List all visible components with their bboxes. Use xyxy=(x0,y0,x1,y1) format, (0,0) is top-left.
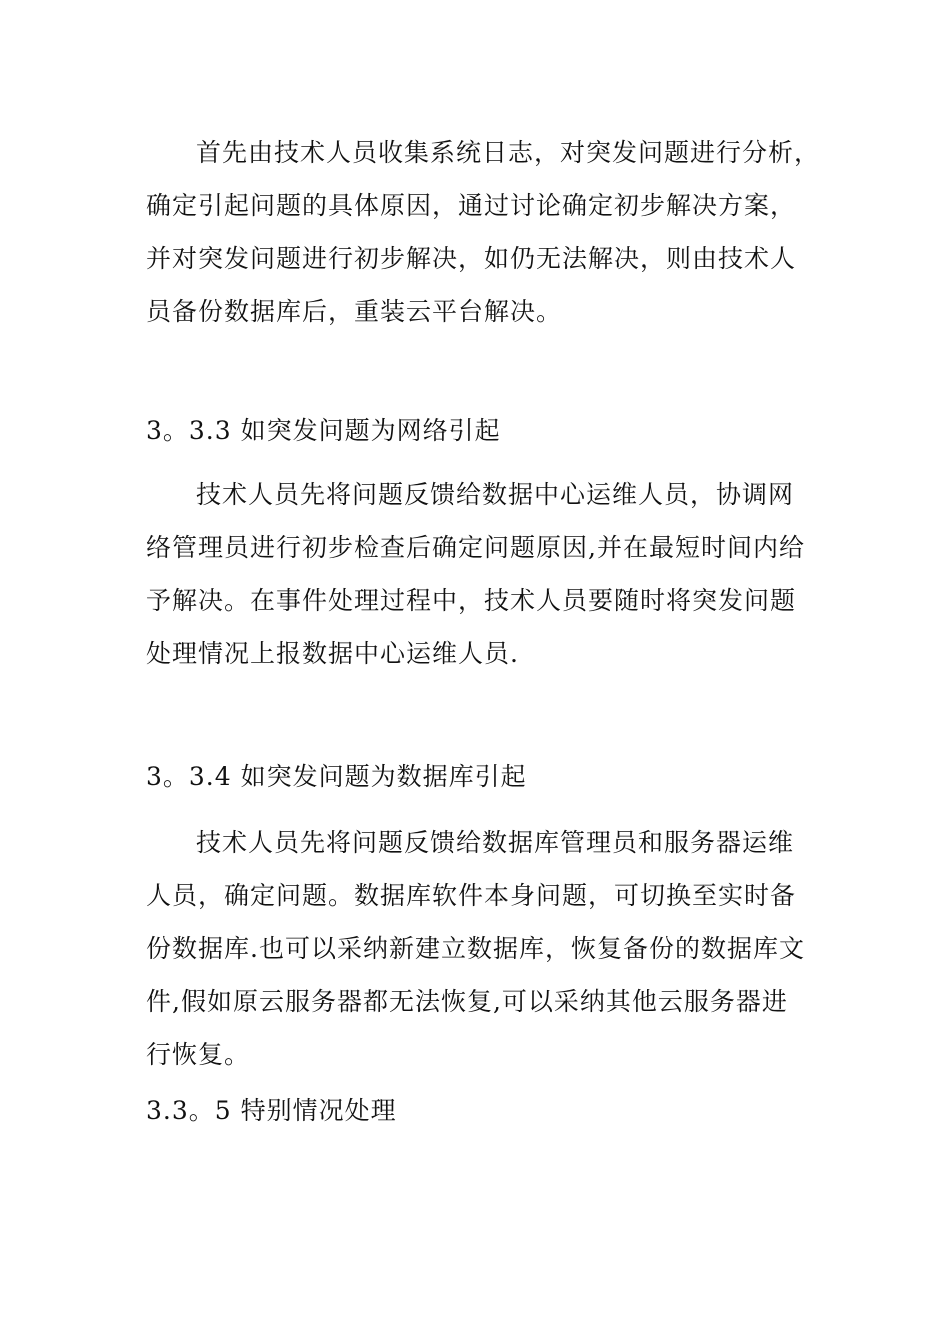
paragraph-database xyxy=(146,816,806,1081)
paragraph-line: 技术人员先将问题反馈给数据中心运维人员，协调网 xyxy=(196,480,795,509)
paragraph-line: 员备份数据库后，重装云平台解决。 xyxy=(146,297,563,326)
paragraph-line: 并对突发问题进行初步解决，如仍无法解决，则由技术人 xyxy=(146,244,797,273)
paragraph-line: 份数据库.也可以采纳新建立数据库，恢复备份的数据库文 xyxy=(146,934,805,963)
paragraph-line: 首先由技术人员收集系统日志，对突发问题进行分析， xyxy=(196,138,821,167)
paragraph-line: 络管理员进行初步检查后确定问题原因,并在最短时间内给 xyxy=(146,533,805,562)
section-heading-3-3-4: 3。3.4 如突发问题为数据库引起 xyxy=(146,762,527,791)
paragraph-line: 技术人员先将问题反馈给数据库管理员和服务器运维 xyxy=(196,828,795,857)
paragraph-line: 人员，确定问题。数据库软件本身问题，可切换至实时备 xyxy=(146,881,797,910)
paragraph-intro xyxy=(146,126,821,338)
paragraph-line: 件,假如原云服务器都无法恢复,可以采纳其他云服务器进 xyxy=(146,987,788,1016)
paragraph-line: 予解决。在事件处理过程中，技术人员要随时将突发问题 xyxy=(146,586,797,615)
paragraph-network xyxy=(146,468,806,680)
section-heading-3-3-3: 3。3.3 如突发问题为网络引起 xyxy=(146,416,501,445)
paragraph-line: 处理情况上报数据中心运维人员. xyxy=(146,639,519,668)
paragraph-line: 确定引起问题的具体原因，通过讨论确定初步解决方案， xyxy=(146,191,797,220)
section-heading-3-3-5: 3.3。5 特别情况处理 xyxy=(146,1096,397,1125)
paragraph-line: 行恢复。 xyxy=(146,1040,251,1069)
